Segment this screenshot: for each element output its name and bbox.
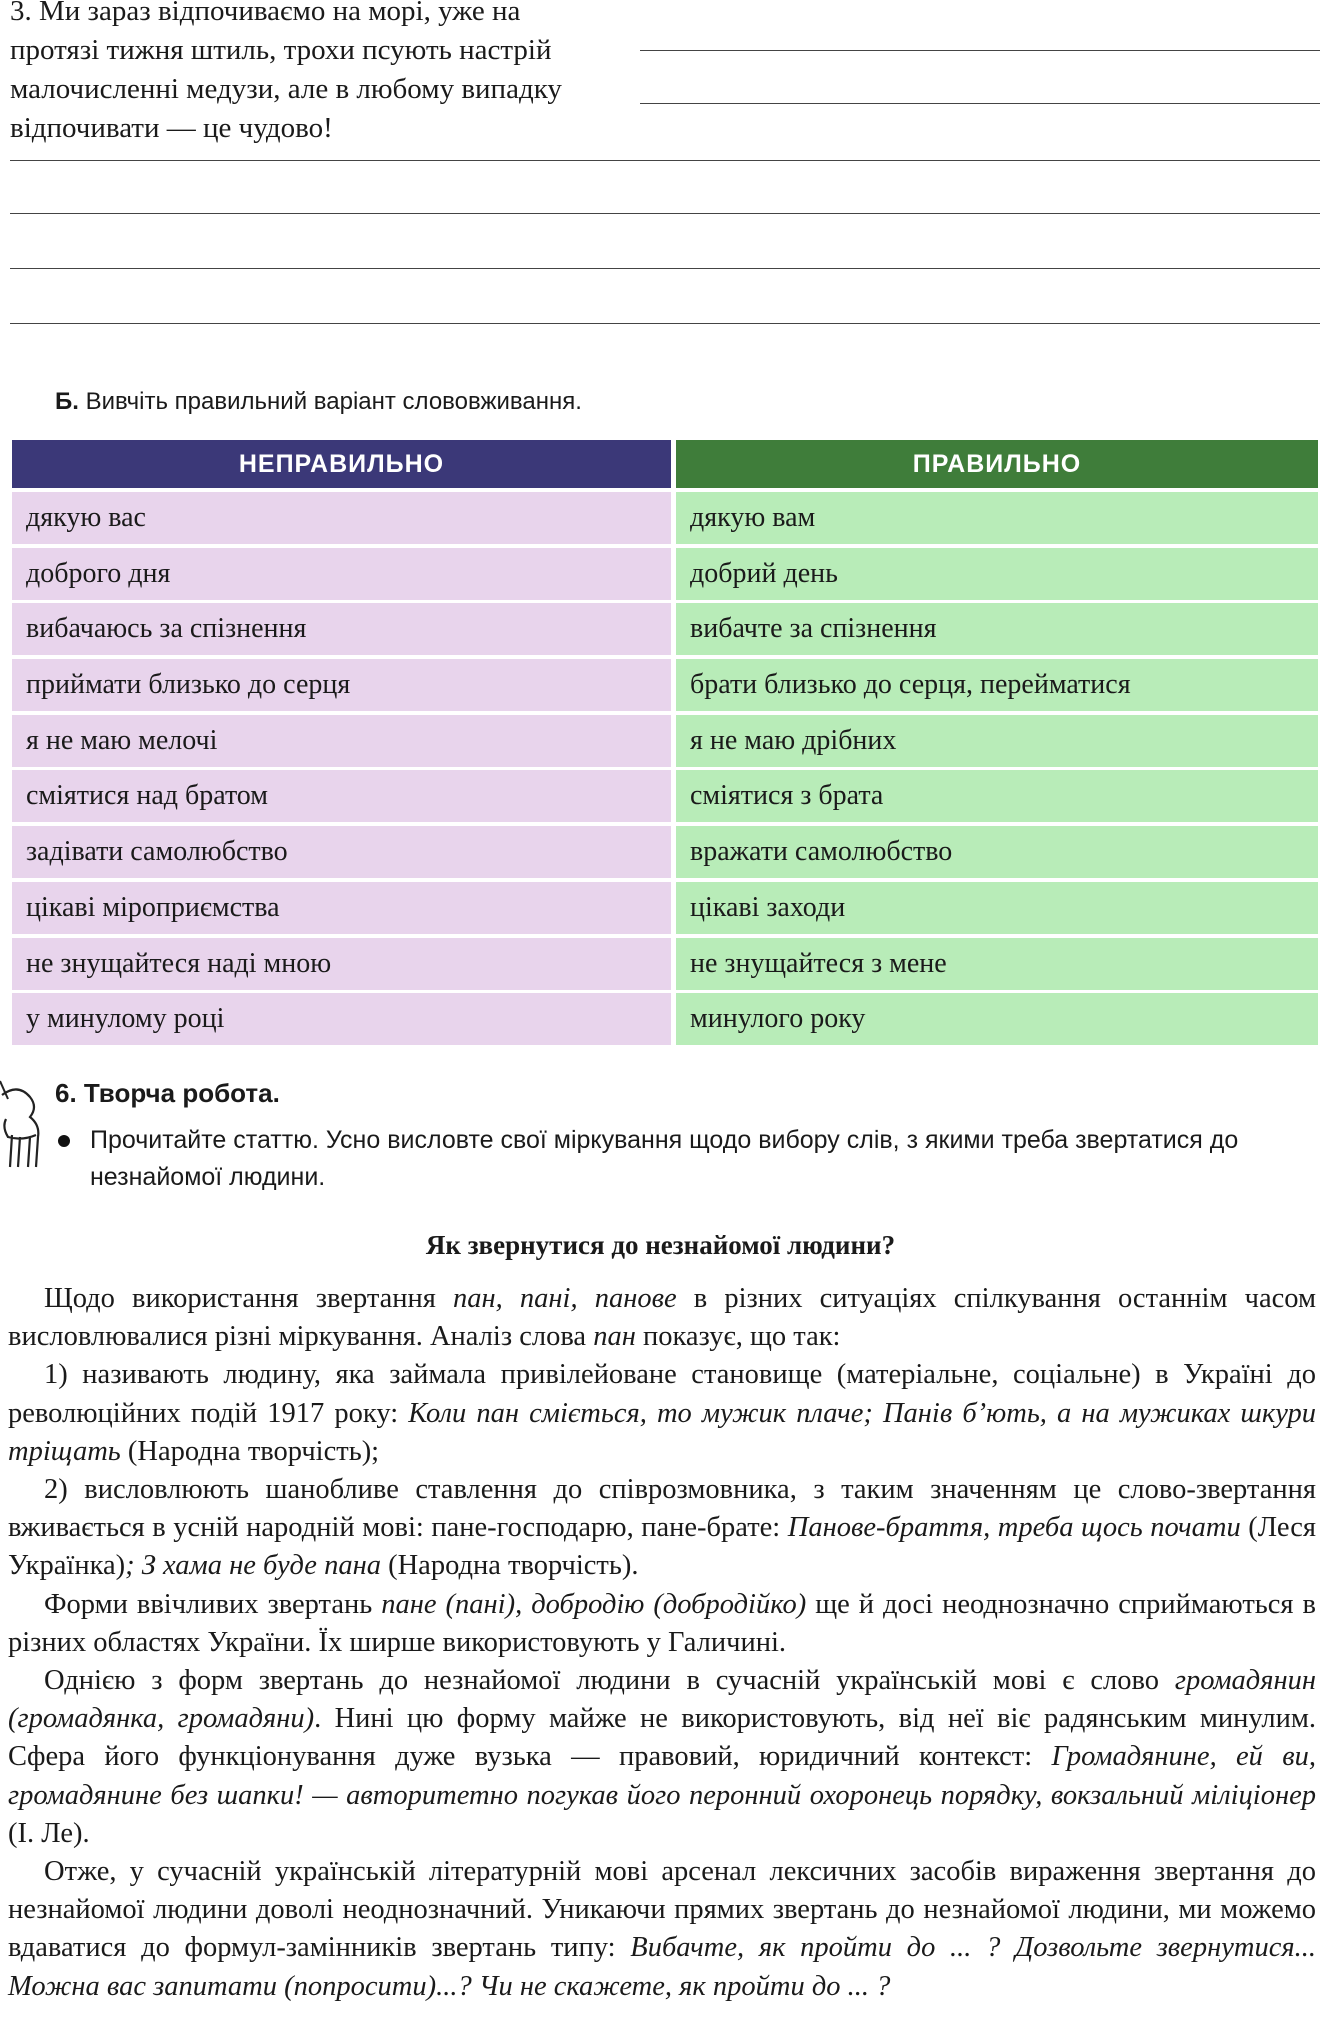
italic-run: пане (пані), добродію (добродійко) [381, 1588, 807, 1620]
text-run: (І. Ле). [8, 1817, 90, 1849]
text-run: . Нині цю форму майже не використовують, від неї віє радянським минулим. Сфера його функціонування дуже вузька — правовий, юридичний контекст: [8, 1703, 1317, 1773]
text-run: Щодо використання звертання [44, 1283, 454, 1314]
answer-line [640, 103, 1320, 104]
right-cell: брати близько до серця, перейматися [676, 659, 1318, 711]
exercise-3-line: 3. Ми зараз відпочиваємо на морі, уже на [10, 0, 521, 27]
wrong-cell: сміятися над братом [12, 770, 671, 822]
italic-run: Коли пан сміється, то мужик плаче; Панів б’ють, а на мужиках шкури тріщать [8, 1397, 1316, 1467]
right-cell: вражати самолюбство [676, 826, 1318, 878]
section-6-title: 6. Творча робота. [55, 1078, 280, 1108]
wrong-cell: не знущайтеся наді мною [12, 938, 671, 990]
text-run: ще й досі неоднозначно сприймаються в різних областях України. Їх ширше використовують у Галичині. [8, 1588, 1316, 1658]
wrong-cell: вибачаюсь за спізнення [12, 603, 671, 655]
text-run: Однією з форм звертань до незнайомої людини в сучасній українській мові є слово [44, 1665, 1175, 1697]
right-cell: я не маю дрібних [676, 715, 1318, 767]
text-run: (Народна творчість). [380, 1550, 639, 1582]
wrong-cell: задівати самолюбство [12, 826, 671, 878]
section-b-text: Вивчіть правильний варіант слововживання. [85, 388, 582, 415]
unicorn-icon [0, 1075, 50, 1175]
table-row [12, 938, 1318, 990]
wrong-cell: у минулому році [12, 993, 671, 1045]
article-title: Як звернутися до незнайомої людини? [425, 1230, 896, 1260]
italic-run: громадянин (громадянка, громадяни) [8, 1665, 1316, 1735]
wrong-cell: доброго дня [12, 548, 671, 600]
section-b-heading [55, 388, 582, 416]
italic-run: пан [593, 1321, 636, 1353]
table-header-row [12, 440, 1318, 488]
article-paragraph [8, 1356, 1316, 1471]
table-row [12, 826, 1318, 878]
italic-run: Громадянине, ей ви, громадянине без шапки! — авторитетно погукав його перонний охоронець порядку, вокзальний міліціонер [8, 1741, 1316, 1811]
article-paragraph [8, 1280, 1316, 1356]
wrong-cell: я не маю мелочі [12, 715, 671, 767]
table-row [12, 492, 1318, 544]
header-wrong: НЕПРАВИЛЬНО [12, 440, 671, 488]
table-row [12, 882, 1318, 934]
italic-run: Панове-браття, треба щось почати [787, 1512, 1241, 1544]
text-run: 2) висловлюють шанобливе ставлення до співрозмовника, з таким значенням це слово-звертання вживається в усній народній мові: пане-господарю, пане-брате: [8, 1474, 1316, 1544]
table-row [12, 603, 1318, 655]
wrong-cell: цікаві міроприємства [12, 882, 671, 934]
text-run: показує, що так: [635, 1321, 841, 1353]
article-paragraph [8, 1662, 1316, 1853]
exercise-3-line: відпочивати — це чудово! [10, 112, 333, 144]
text-run: в різних ситуаціях спілкування останнім часом висловлювалися різні міркування. Аналіз слова [8, 1283, 1316, 1353]
section-b-marker: Б. [55, 388, 79, 415]
table-row [12, 548, 1318, 600]
right-cell: минулого року [676, 993, 1318, 1045]
answer-line [640, 50, 1320, 51]
right-cell: дякую вам [676, 492, 1318, 544]
italic-run: Вибачте, як пройти до ... ? Дозвольте звернутися... Можна вас запитати (попросити)...? Чи не скажете, як пройти до ... ? [8, 1932, 1316, 2002]
text-run: Форми ввічливих звертань [44, 1588, 382, 1620]
italic-run: ; З хама не буде пана [125, 1550, 381, 1582]
wrong-cell: дякую вас [12, 492, 671, 544]
text-run: Отже, у сучасній українській літературній мові арсенал лексичних засобів вираження звертання до незнайомої людини доволі неоднозначний. Уникаючи прямих звертань до незнайомої людини, ми можемо вдаватися до формул-замінників звертань типу: [8, 1856, 1316, 1964]
exercise-3-line: малочисленні медузи, але в любому випадку [10, 73, 562, 105]
usage-table [12, 440, 1318, 1049]
exercise-3-line: протязі тижня штиль, трохи псують настрій [10, 34, 552, 66]
article-paragraph [8, 1853, 1316, 2006]
right-cell: вибачте за спізнення [676, 603, 1318, 655]
table-row [12, 659, 1318, 711]
right-cell: не знущайтеся з мене [676, 938, 1318, 990]
table-row [12, 993, 1318, 1045]
right-cell: сміятися з брата [676, 770, 1318, 822]
wrong-cell: приймати близько до серця [12, 659, 671, 711]
answer-line [10, 268, 1320, 269]
answer-line [10, 323, 1320, 324]
exercise-3-sentence [10, 0, 610, 148]
article-paragraph [8, 1586, 1316, 1662]
answer-line [10, 160, 1320, 161]
table-row [12, 715, 1318, 767]
instruction-text: Прочитайте статтю. Усно висловте свої міркування щодо вибору слів, з якими треба звертатися до незнайомої людини. [90, 1126, 1239, 1191]
article-paragraph [8, 1471, 1316, 1586]
table-row [12, 770, 1318, 822]
right-cell: добрий день [676, 548, 1318, 600]
answer-line [10, 213, 1320, 214]
text-run: (Леся Українка) [8, 1512, 1316, 1582]
article-body [8, 1280, 1316, 2006]
italic-run: пан, пані, панове [453, 1283, 677, 1314]
section-6-instruction [58, 1122, 1313, 1196]
text-run: (Народна творчість); [120, 1435, 380, 1467]
header-right: ПРАВИЛЬНО [676, 440, 1318, 488]
right-cell: цікаві заходи [676, 882, 1318, 934]
text-run: 1) називають людину, яка займала привілейоване становище (матеріальне, соціальне) в Україні до революційних подій 1917 року: [8, 1359, 1316, 1429]
bullet-icon [58, 1135, 70, 1147]
